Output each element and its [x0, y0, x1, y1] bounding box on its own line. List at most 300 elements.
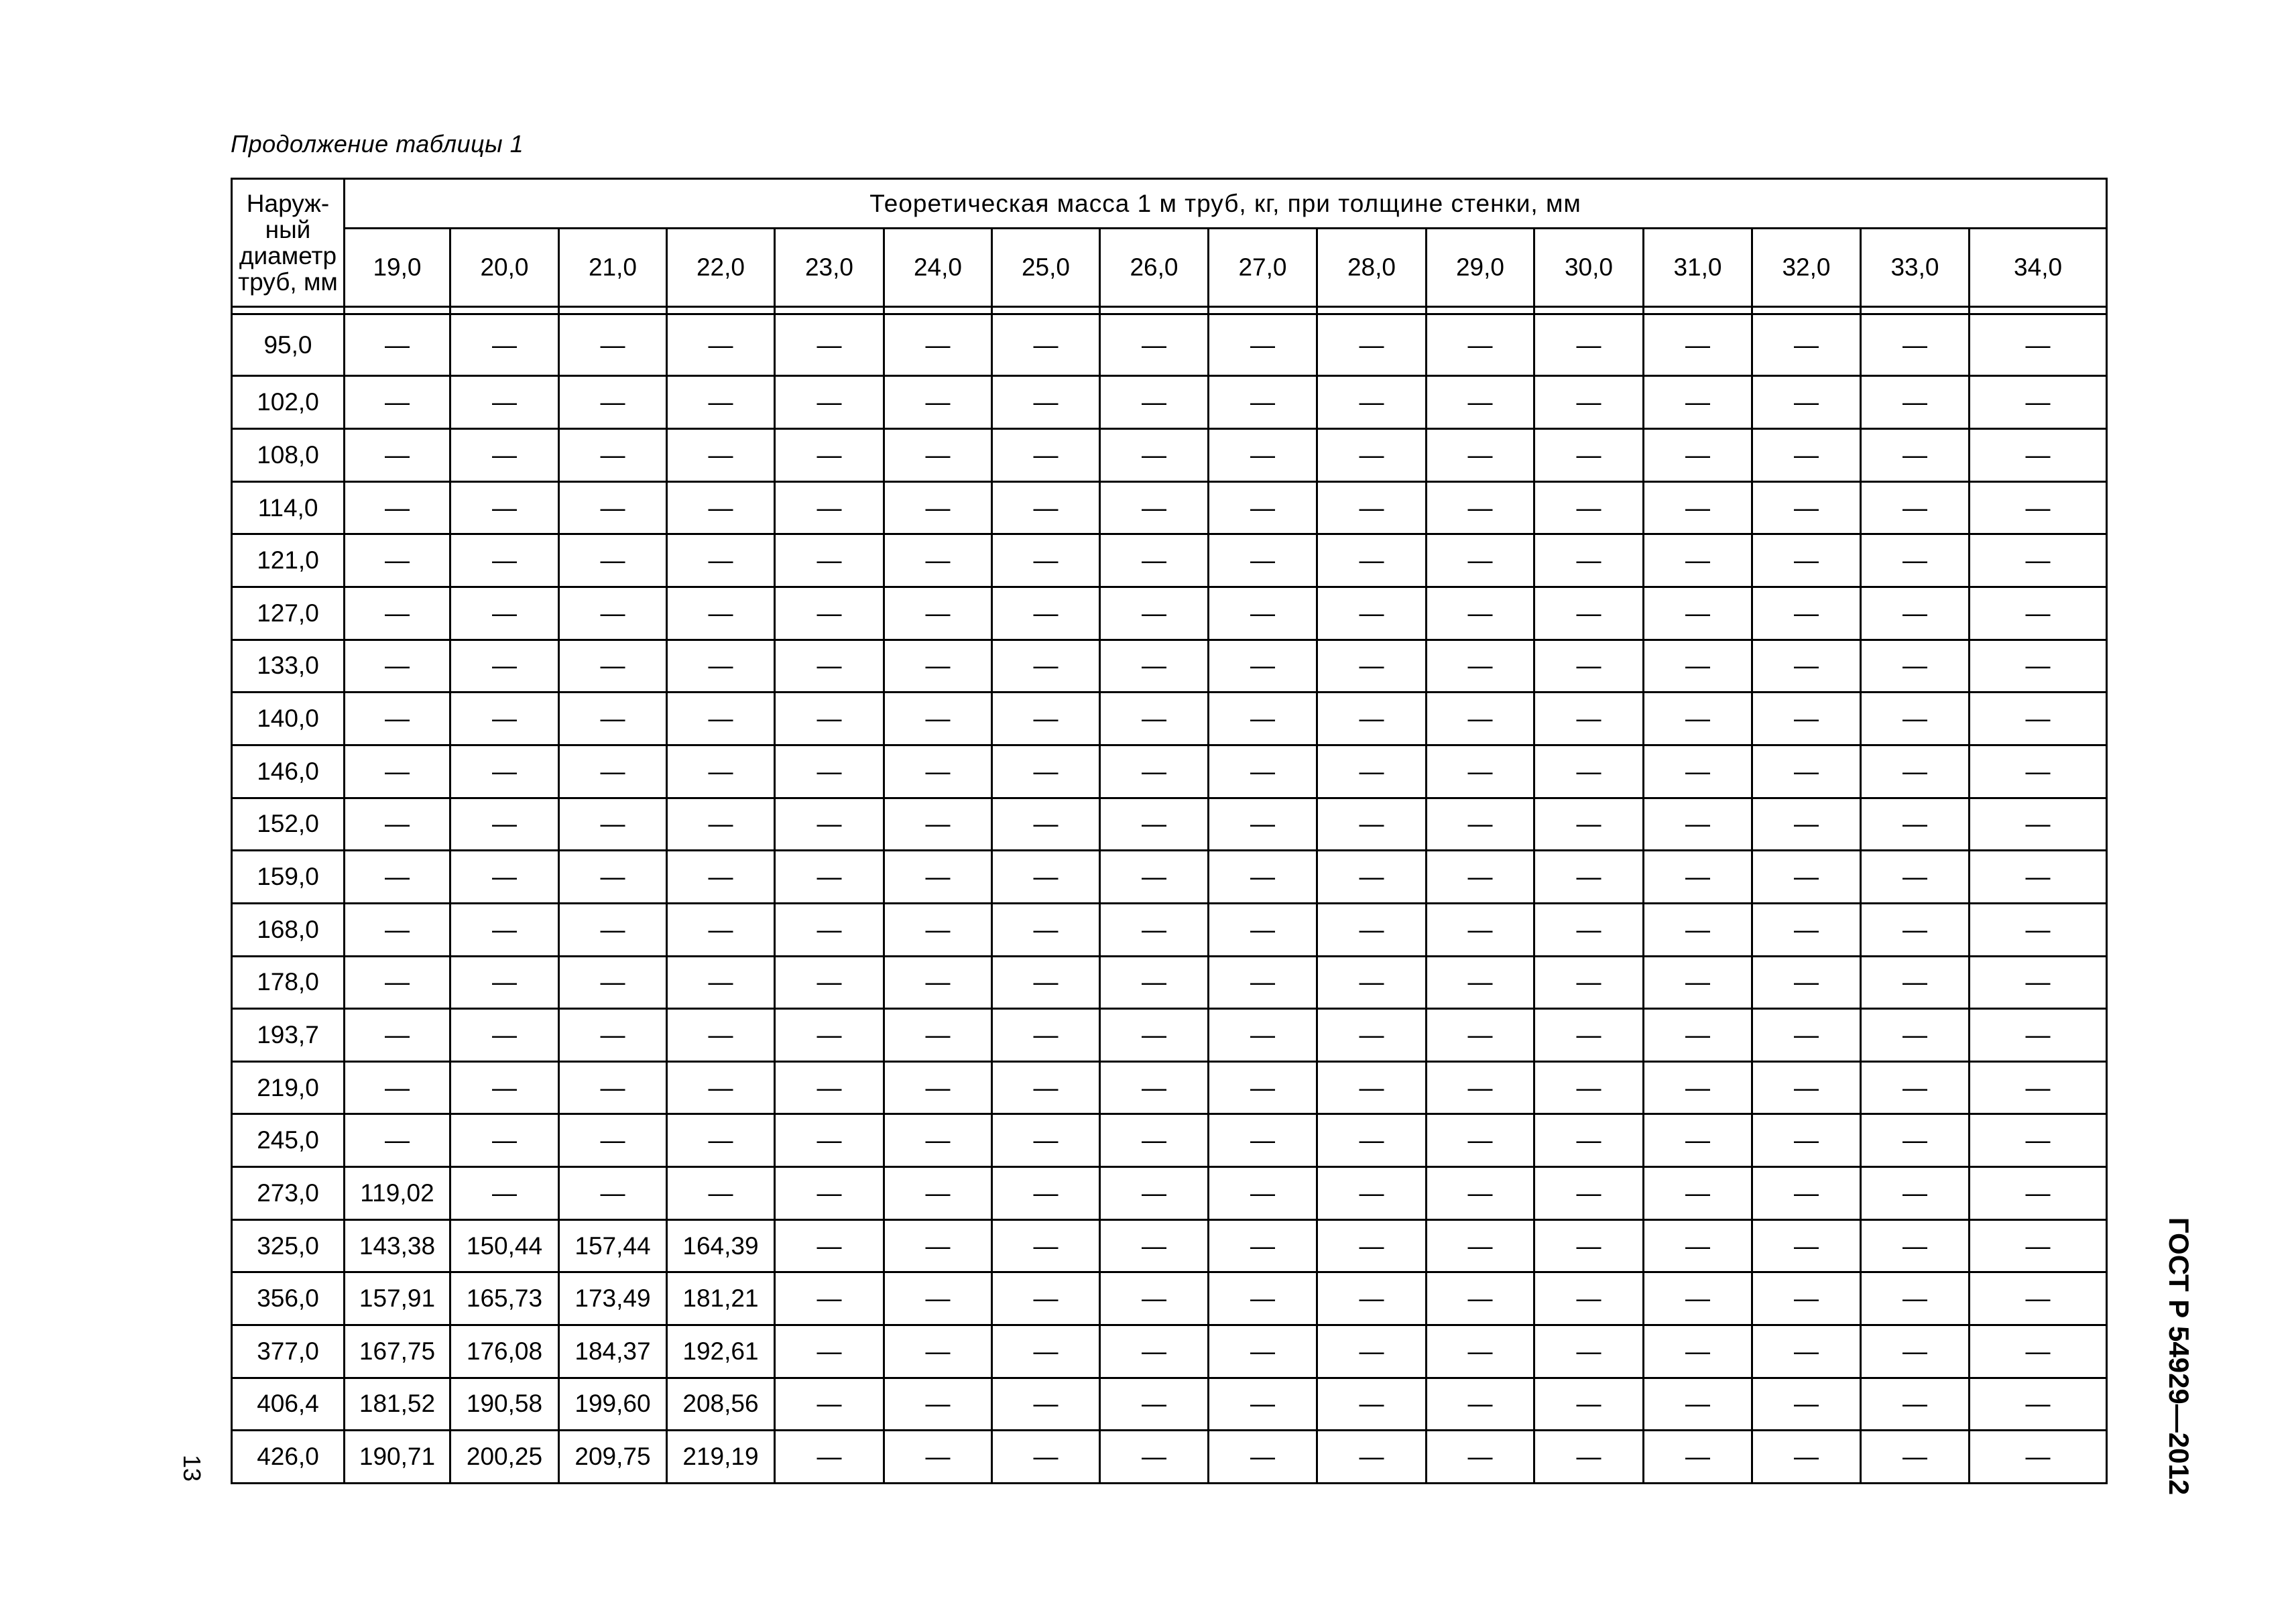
cell-mass: — [1100, 587, 1209, 640]
separator-cell [559, 307, 667, 314]
cell-mass: — [345, 481, 450, 534]
cell-mass: — [992, 956, 1100, 1009]
cell-mass: — [1534, 1272, 1644, 1325]
cell-mass: — [667, 851, 775, 904]
cell-mass: — [1209, 745, 1317, 798]
cell-outer-diameter: 159,0 [232, 851, 345, 904]
cell-mass: — [1752, 851, 1861, 904]
separator-cell [1427, 307, 1534, 314]
cell-mass: — [345, 1009, 450, 1062]
cell-mass: — [1427, 693, 1534, 745]
cell-mass: — [1534, 1114, 1644, 1167]
cell-mass: — [884, 1061, 992, 1114]
cell-mass: 119,02 [345, 1167, 450, 1220]
cell-mass: — [1970, 903, 2107, 956]
cell-mass: — [1534, 534, 1644, 587]
column-header-thickness: 32,0 [1752, 229, 1861, 307]
cell-mass: — [1861, 798, 1970, 851]
cell-mass: — [1752, 1378, 1861, 1431]
cell-outer-diameter: 95,0 [232, 314, 345, 376]
column-header-thickness: 24,0 [884, 229, 992, 307]
cell-mass: — [884, 1167, 992, 1220]
cell-outer-diameter: 108,0 [232, 429, 345, 482]
cell-mass: — [1752, 693, 1861, 745]
cell-mass: — [1427, 851, 1534, 904]
cell-mass: — [1534, 693, 1644, 745]
cell-mass: — [992, 481, 1100, 534]
table-row [232, 798, 2107, 851]
cell-mass: — [775, 640, 884, 693]
cell-outer-diameter: 273,0 [232, 1167, 345, 1220]
cell-mass: 208,56 [667, 1378, 775, 1431]
cell-mass: — [1209, 1431, 1317, 1484]
cell-outer-diameter: 219,0 [232, 1061, 345, 1114]
cell-mass: — [775, 376, 884, 429]
cell-mass: — [559, 587, 667, 640]
cell-mass: — [1861, 1272, 1970, 1325]
cell-mass: — [1534, 314, 1644, 376]
cell-mass: — [992, 1061, 1100, 1114]
cell-mass: 157,44 [559, 1219, 667, 1272]
cell-mass: — [1752, 1114, 1861, 1167]
cell-mass: — [1100, 956, 1209, 1009]
cell-mass: — [1861, 903, 1970, 956]
cell-mass: — [1209, 1325, 1317, 1378]
cell-mass: — [1752, 1272, 1861, 1325]
cell-mass: — [1209, 1167, 1317, 1220]
cell-mass: — [1209, 693, 1317, 745]
cell-mass: — [1970, 798, 2107, 851]
table-row [232, 1325, 2107, 1378]
cell-mass: 164,39 [667, 1219, 775, 1272]
cell-mass: — [1100, 745, 1209, 798]
cell-mass: 190,71 [345, 1431, 450, 1484]
cell-mass: — [1970, 1378, 2107, 1431]
cell-mass: — [992, 1167, 1100, 1220]
cell-mass: — [450, 851, 559, 904]
cell-mass: — [1861, 376, 1970, 429]
cell-mass: — [1534, 481, 1644, 534]
cell-mass: — [667, 481, 775, 534]
cell-mass: — [559, 851, 667, 904]
cell-mass: — [1752, 640, 1861, 693]
cell-mass: — [1317, 1272, 1427, 1325]
cell-mass: — [775, 1378, 884, 1431]
column-header-thickness: 25,0 [992, 229, 1100, 307]
cell-mass: — [1100, 1378, 1209, 1431]
cell-mass: — [1209, 376, 1317, 429]
cell-mass: — [1100, 429, 1209, 482]
cell-mass: — [1534, 1431, 1644, 1484]
cell-mass: — [667, 903, 775, 956]
cell-outer-diameter: 133,0 [232, 640, 345, 693]
cell-mass: — [1970, 1061, 2107, 1114]
cell-mass: — [1644, 429, 1752, 482]
column-header-thickness: 26,0 [1100, 229, 1209, 307]
cell-mass: — [1861, 1378, 1970, 1431]
cell-outer-diameter: 406,4 [232, 1378, 345, 1431]
cell-mass: — [884, 903, 992, 956]
table-row [232, 956, 2107, 1009]
cell-mass: — [345, 851, 450, 904]
cell-mass: — [1644, 851, 1752, 904]
cell-mass: 209,75 [559, 1431, 667, 1484]
cell-mass: — [884, 1325, 992, 1378]
cell-mass: — [1644, 798, 1752, 851]
table-row [232, 693, 2107, 745]
cell-mass: — [1209, 798, 1317, 851]
column-header-thickness: 19,0 [345, 229, 450, 307]
cell-mass: — [559, 1114, 667, 1167]
cell-mass: — [1970, 1009, 2107, 1062]
cell-mass: — [667, 640, 775, 693]
cell-mass: — [559, 1167, 667, 1220]
cell-mass: — [1317, 1325, 1427, 1378]
cell-mass: — [450, 640, 559, 693]
cell-mass: — [1534, 1009, 1644, 1062]
cell-mass: — [1534, 376, 1644, 429]
table-row [232, 1114, 2107, 1167]
column-header-thickness: 21,0 [559, 229, 667, 307]
cell-mass: — [667, 693, 775, 745]
document-code-text: ГОСТ Р 54929—2012 [2163, 1217, 2195, 1496]
separator-cell [345, 307, 450, 314]
cell-mass: — [1970, 956, 2107, 1009]
cell-mass: — [1752, 745, 1861, 798]
cell-mass: — [345, 1061, 450, 1114]
cell-mass: — [1752, 534, 1861, 587]
table-row [232, 1167, 2107, 1220]
cell-mass: — [1427, 314, 1534, 376]
separator-cell [1752, 307, 1861, 314]
cell-mass: 184,37 [559, 1325, 667, 1378]
cell-mass: — [884, 1219, 992, 1272]
cell-mass: — [345, 534, 450, 587]
cell-mass: 165,73 [450, 1272, 559, 1325]
cell-mass: — [1209, 481, 1317, 534]
cell-mass: — [559, 956, 667, 1009]
cell-mass: — [1644, 693, 1752, 745]
cell-mass: — [1209, 534, 1317, 587]
cell-mass: — [1317, 429, 1427, 482]
column-header-thickness: 28,0 [1317, 229, 1427, 307]
separator-cell [450, 307, 559, 314]
cell-mass: — [450, 745, 559, 798]
cell-mass: — [1861, 534, 1970, 587]
group-header-mass: Теоретическая масса 1 м труб, кг, при толщине стенки, мм [345, 179, 2107, 229]
cell-mass: — [667, 1009, 775, 1062]
cell-mass: — [1970, 1219, 2107, 1272]
cell-mass: — [1752, 798, 1861, 851]
cell-mass: — [1209, 1272, 1317, 1325]
cell-mass: — [992, 314, 1100, 376]
cell-mass: 143,38 [345, 1219, 450, 1272]
cell-mass: — [345, 376, 450, 429]
cell-mass: — [1534, 429, 1644, 482]
cell-mass: — [1100, 1272, 1209, 1325]
table-row [232, 1272, 2107, 1325]
cell-mass: — [1534, 851, 1644, 904]
cell-mass: — [992, 640, 1100, 693]
cell-mass: — [1970, 1114, 2107, 1167]
cell-mass: 200,25 [450, 1431, 559, 1484]
cell-outer-diameter: 193,7 [232, 1009, 345, 1062]
cell-mass: — [992, 1378, 1100, 1431]
table-row [232, 745, 2107, 798]
cell-mass: — [559, 376, 667, 429]
cell-mass: — [992, 903, 1100, 956]
page-number-text: 13 [178, 1454, 206, 1482]
cell-mass: — [884, 693, 992, 745]
cell-mass: — [345, 745, 450, 798]
cell-mass: — [1317, 481, 1427, 534]
cell-mass: 192,61 [667, 1325, 775, 1378]
cell-mass: — [1100, 376, 1209, 429]
separator-cell [1209, 307, 1317, 314]
header-separator-row [232, 307, 2107, 314]
cell-mass: — [992, 1219, 1100, 1272]
cell-mass: — [1861, 640, 1970, 693]
cell-mass: — [667, 587, 775, 640]
cell-mass: — [884, 314, 992, 376]
cell-mass: — [345, 798, 450, 851]
cell-mass: — [450, 587, 559, 640]
cell-mass: — [559, 798, 667, 851]
cell-mass: — [1644, 1325, 1752, 1378]
cell-mass: — [1861, 1431, 1970, 1484]
cell-mass: — [1861, 1061, 1970, 1114]
cell-mass: — [559, 745, 667, 798]
cell-mass: — [1209, 640, 1317, 693]
cell-outer-diameter: 168,0 [232, 903, 345, 956]
cell-mass: — [775, 1009, 884, 1062]
column-header-thickness: 22,0 [667, 229, 775, 307]
cell-mass: — [1534, 903, 1644, 956]
cell-mass: — [1427, 1272, 1534, 1325]
cell-mass: — [775, 1431, 884, 1484]
cell-mass: — [559, 903, 667, 956]
cell-mass: — [1534, 587, 1644, 640]
cell-mass: — [1861, 587, 1970, 640]
cell-mass: — [1861, 1009, 1970, 1062]
cell-mass: — [992, 376, 1100, 429]
cell-mass: — [1427, 745, 1534, 798]
cell-mass: — [1100, 1219, 1209, 1272]
separator-cell [1317, 307, 1427, 314]
cell-mass: — [1644, 1272, 1752, 1325]
column-header-thickness: 27,0 [1209, 229, 1317, 307]
cell-mass: — [775, 534, 884, 587]
cell-mass: — [667, 1167, 775, 1220]
column-header-thickness: 23,0 [775, 229, 884, 307]
cell-mass: 181,21 [667, 1272, 775, 1325]
cell-outer-diameter: 140,0 [232, 693, 345, 745]
cell-mass: — [1100, 534, 1209, 587]
cell-mass: — [667, 798, 775, 851]
cell-mass: — [1534, 1378, 1644, 1431]
cell-mass: — [992, 1114, 1100, 1167]
cell-mass: — [1970, 314, 2107, 376]
cell-mass: — [1861, 1219, 1970, 1272]
cell-mass: — [1317, 1378, 1427, 1431]
cell-mass: — [667, 1114, 775, 1167]
row-header-outer-diameter: Наруж- ный диаметр труб, мм [232, 179, 345, 307]
cell-mass: — [667, 429, 775, 482]
cell-mass: — [1100, 1431, 1209, 1484]
cell-mass: — [1861, 429, 1970, 482]
separator-cell [232, 307, 345, 314]
cell-mass: — [884, 1431, 992, 1484]
cell-mass: — [1427, 640, 1534, 693]
cell-outer-diameter: 146,0 [232, 745, 345, 798]
table-row [232, 851, 2107, 904]
cell-mass: — [1209, 1219, 1317, 1272]
cell-mass: — [450, 903, 559, 956]
cell-mass: — [667, 534, 775, 587]
cell-outer-diameter: 121,0 [232, 534, 345, 587]
cell-mass: — [1100, 903, 1209, 956]
cell-mass: — [345, 587, 450, 640]
cell-mass: — [775, 693, 884, 745]
cell-mass: — [1317, 314, 1427, 376]
cell-mass: — [1100, 481, 1209, 534]
cell-mass: — [667, 745, 775, 798]
cell-mass: — [559, 1061, 667, 1114]
cell-mass: — [884, 1114, 992, 1167]
cell-outer-diameter: 152,0 [232, 798, 345, 851]
cell-mass: — [1752, 1325, 1861, 1378]
document-code [2159, 1219, 2199, 1494]
table-row [232, 314, 2107, 376]
cell-mass: — [1317, 851, 1427, 904]
cell-mass: — [884, 1378, 992, 1431]
cell-mass: — [1317, 1061, 1427, 1114]
cell-mass: — [345, 429, 450, 482]
cell-mass: — [1427, 956, 1534, 1009]
cell-mass: — [1100, 1325, 1209, 1378]
cell-mass: — [1861, 693, 1970, 745]
cell-mass: — [345, 640, 450, 693]
cell-mass: — [345, 956, 450, 1009]
cell-mass: — [1752, 1009, 1861, 1062]
cell-mass: 173,49 [559, 1272, 667, 1325]
cell-mass: 219,19 [667, 1431, 775, 1484]
column-header-thickness: 31,0 [1644, 229, 1752, 307]
cell-mass: — [1752, 587, 1861, 640]
cell-mass: 190,58 [450, 1378, 559, 1431]
table-row [232, 1431, 2107, 1484]
separator-cell [884, 307, 992, 314]
cell-mass: — [1970, 429, 2107, 482]
cell-mass: — [1317, 956, 1427, 1009]
table-row [232, 481, 2107, 534]
cell-mass: — [345, 1114, 450, 1167]
cell-mass: — [992, 1272, 1100, 1325]
table-row [232, 1061, 2107, 1114]
cell-mass: — [1427, 1431, 1534, 1484]
cell-mass: — [992, 1431, 1100, 1484]
cell-mass: — [1644, 481, 1752, 534]
cell-mass: — [775, 1114, 884, 1167]
cell-mass: 150,44 [450, 1219, 559, 1272]
cell-mass: — [1100, 851, 1209, 904]
cell-mass: — [1427, 376, 1534, 429]
cell-mass: — [450, 314, 559, 376]
cell-mass: — [1861, 1325, 1970, 1378]
cell-mass: — [559, 693, 667, 745]
cell-mass: — [1752, 376, 1861, 429]
cell-mass: — [450, 1167, 559, 1220]
cell-mass: — [884, 587, 992, 640]
cell-mass: — [559, 640, 667, 693]
cell-mass: — [884, 376, 992, 429]
cell-mass: — [775, 481, 884, 534]
cell-mass: — [1534, 1167, 1644, 1220]
cell-mass: — [1209, 1009, 1317, 1062]
cell-mass: — [992, 745, 1100, 798]
separator-cell [775, 307, 884, 314]
separator-cell [1100, 307, 1209, 314]
cell-mass: — [884, 429, 992, 482]
cell-mass: — [1427, 1167, 1534, 1220]
cell-mass: — [1752, 481, 1861, 534]
cell-mass: — [1970, 640, 2107, 693]
cell-mass: — [1752, 1219, 1861, 1272]
separator-cell [1644, 307, 1752, 314]
cell-mass: — [1427, 481, 1534, 534]
table-row [232, 534, 2107, 587]
cell-mass: — [884, 798, 992, 851]
cell-mass: — [1427, 1061, 1534, 1114]
cell-mass: — [1100, 1009, 1209, 1062]
cell-mass: — [1970, 376, 2107, 429]
cell-mass: — [1317, 903, 1427, 956]
cell-mass: — [1752, 903, 1861, 956]
cell-mass: — [1427, 1009, 1534, 1062]
cell-mass: — [1644, 745, 1752, 798]
cell-mass: — [1644, 534, 1752, 587]
cell-mass: — [450, 534, 559, 587]
cell-mass: — [450, 1114, 559, 1167]
cell-outer-diameter: 102,0 [232, 376, 345, 429]
cell-mass: — [884, 745, 992, 798]
cell-mass: — [450, 376, 559, 429]
cell-mass: — [1427, 1219, 1534, 1272]
column-header-thickness: 20,0 [450, 229, 559, 307]
cell-mass: — [450, 481, 559, 534]
cell-mass: — [1970, 693, 2107, 745]
cell-mass: — [775, 314, 884, 376]
cell-mass: — [775, 903, 884, 956]
cell-mass: — [559, 534, 667, 587]
cell-mass: — [1534, 1325, 1644, 1378]
cell-mass: — [1644, 1114, 1752, 1167]
cell-mass: — [1427, 903, 1534, 956]
cell-mass: — [1644, 1219, 1752, 1272]
cell-mass: — [1752, 1431, 1861, 1484]
cell-mass: — [1427, 429, 1534, 482]
cell-mass: — [1427, 1325, 1534, 1378]
cell-mass: — [1861, 1114, 1970, 1167]
cell-mass: — [992, 1009, 1100, 1062]
cell-mass: — [1100, 314, 1209, 376]
cell-mass: — [450, 429, 559, 482]
cell-mass: — [1861, 1167, 1970, 1220]
table-caption: Продолжение таблицы 1 [231, 130, 524, 158]
table-row [232, 903, 2107, 956]
cell-mass: 167,75 [345, 1325, 450, 1378]
cell-mass: — [1970, 1325, 2107, 1378]
